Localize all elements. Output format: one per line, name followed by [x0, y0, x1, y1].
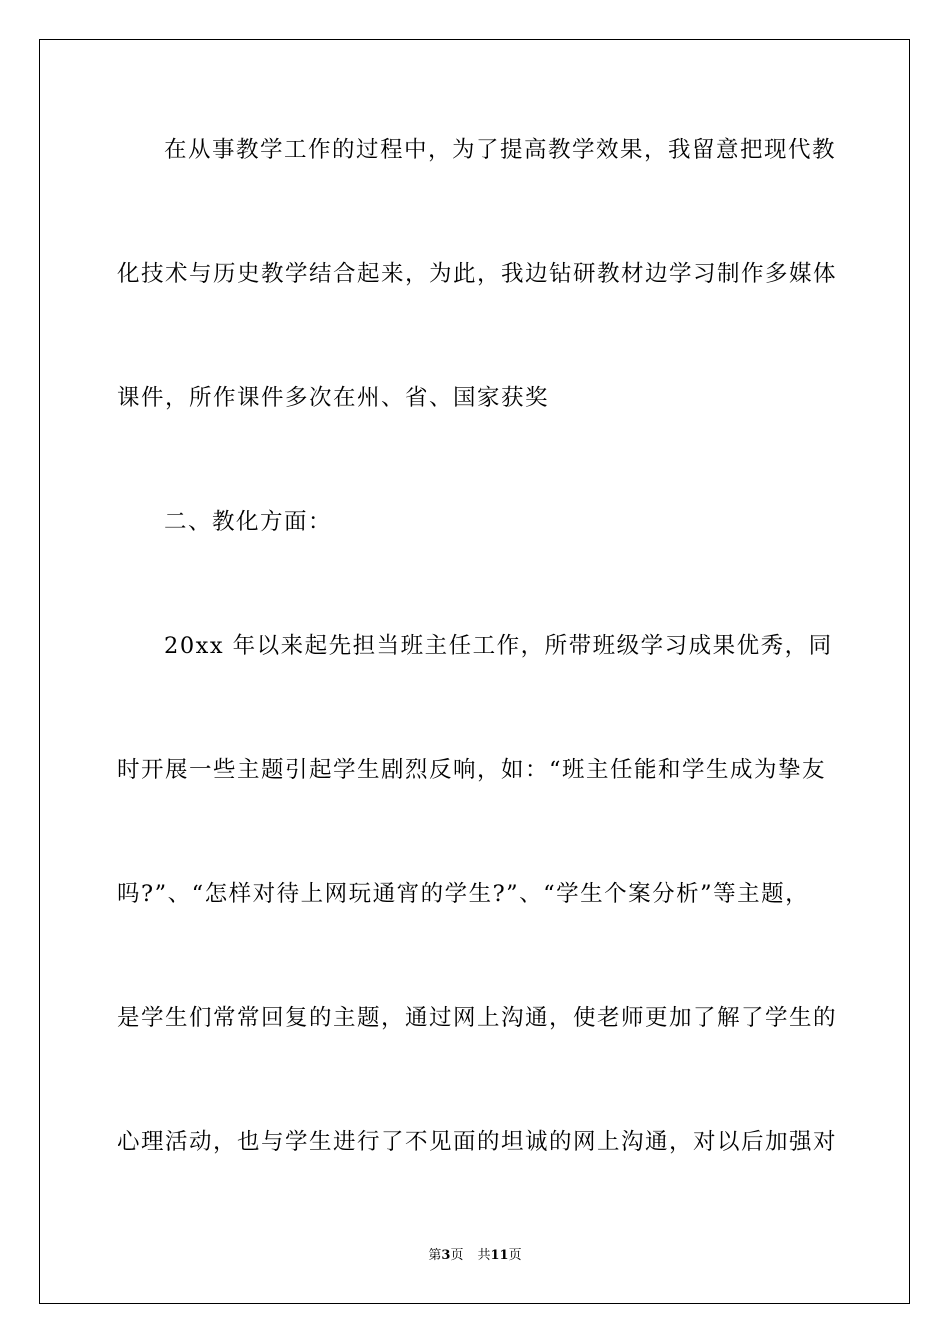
paragraph-line: 心理活动，也与学生进行了不见面的坦诚的网上沟通，对以后加强对: [117, 1129, 838, 1155]
total-prefix: 共: [477, 1248, 491, 1263]
paragraph-line: 时开展一些主题引起学生剧烈反响，如：“班主任能和学生成为挚友: [117, 757, 827, 783]
paragraph-line: 20xx 年以来起先担当班主任工作，所带班级学习成果优秀，同: [164, 633, 833, 659]
section-heading: 二、教化方面：: [164, 509, 333, 535]
paragraph-line: 吗?”、“怎样对待上网玩通宵的学生?”、“学生个案分析”等主题，: [117, 881, 810, 907]
total-page-count: 11: [490, 1248, 509, 1263]
page-unit: 页: [450, 1248, 464, 1263]
paragraph-line: 在从事教学工作的过程中，为了提高教学效果，我留意把现代教: [164, 137, 837, 163]
total-unit: 页: [508, 1248, 522, 1263]
paragraph-line: 是学生们常常回复的主题，通过网上沟通，使老师更加了解了学生的: [117, 1005, 838, 1031]
page-prefix: 第: [428, 1248, 442, 1263]
paragraph-line: 化技术与历史教学结合起来，为此，我边钻研教材边学习制作多媒体: [117, 261, 838, 287]
page-footer: [0, 1248, 950, 1264]
current-page-number: 3: [441, 1248, 451, 1263]
page-border: [39, 39, 910, 1304]
paragraph-line: 课件，所作课件多次在州、省、国家获奖: [117, 385, 550, 411]
